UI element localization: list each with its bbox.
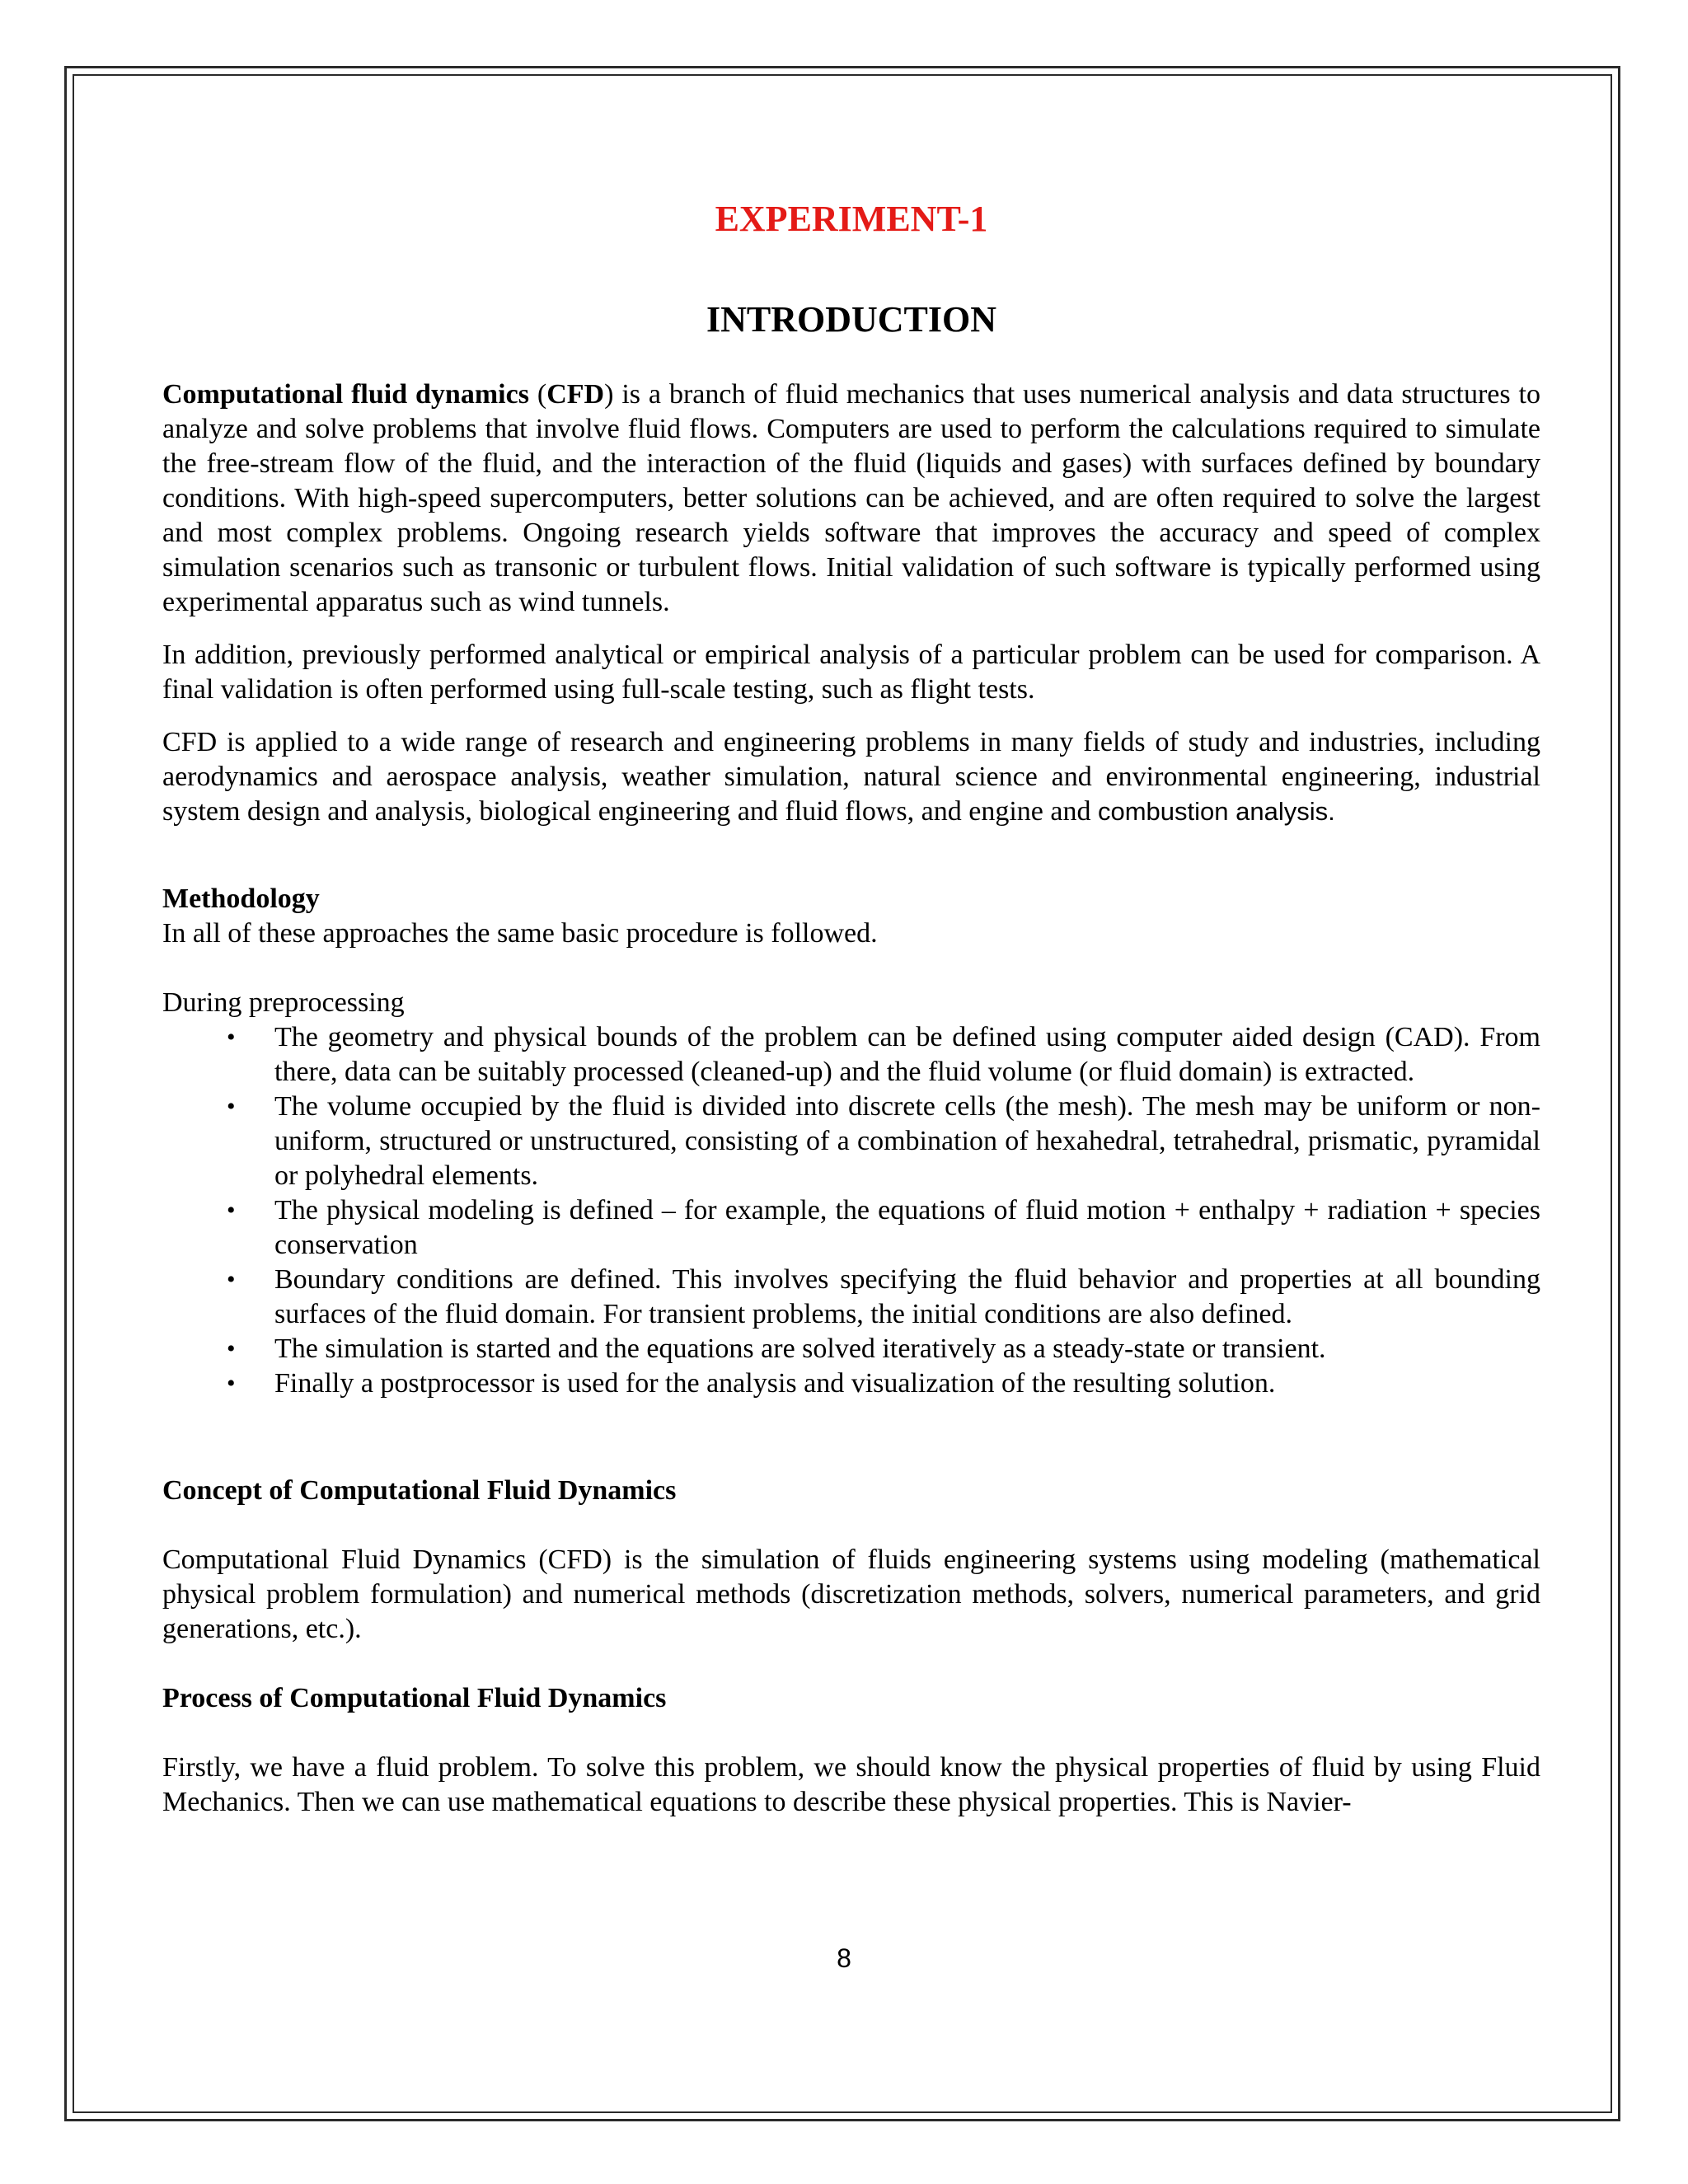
list-item: • The simulation is started and the equations are solved iteratively as a steady-state or transient. xyxy=(162,1332,1540,1366)
preprocessing-list xyxy=(162,1020,1540,1401)
bullet-icon: • xyxy=(227,1093,236,1120)
document-page xyxy=(162,198,1540,1820)
list-item: • Boundary conditions are defined. This involves specifying the fluid behavior and properties at all bounding surfaces of the fluid domain. For transient problems, the initial conditions are also defined. xyxy=(227,1264,1540,1329)
concept-heading: Concept of Computational Fluid Dynamics xyxy=(162,1475,677,1506)
methodology-heading: Methodology xyxy=(162,883,320,914)
bullet-icon: • xyxy=(227,1024,236,1051)
cfd-term: Computational fluid dynamics xyxy=(162,379,529,410)
intro-paragraph-3: CFD is applied to a wide range of research and engineering problems in many fields of study and industries, including aerodynamics and aerospace analysis, weather simulation, natural science and environmental engineering, industrial system design and analysis, biological engineering and fluid flows, and engine and combustion analysis. xyxy=(162,727,1540,827)
cfd-abbr: CFD xyxy=(546,379,605,410)
bullet-icon: • xyxy=(227,1370,236,1397)
bullet-icon: • xyxy=(227,1197,236,1224)
concept-paragraph: Computational Fluid Dynamics (CFD) is the simulation of fluids engineering systems using modeling (mathematical physical problem formulation) and numerical methods (discretization methods, solvers, numerical parameters, and grid generations, etc.). xyxy=(162,1544,1540,1644)
list-item: • The volume occupied by the fluid is divided into discrete cells (the mesh). The mesh may be uniform or non-uniform, structured or unstructured, consisting of a combination of hexahedral, tetrahedral, prismatic, pyramidal or polyhedral elements. xyxy=(227,1091,1540,1191)
intro-paragraph-2: In addition, previously performed analytical or empirical analysis of a particular problem can be used for comparison. A final validation is often performed using full-scale testing, such as flight tests. xyxy=(162,640,1540,705)
process-heading: Process of Computational Fluid Dynamics xyxy=(162,1683,667,1713)
intro-paragraph-1: Computational fluid dynamics (CFD) is a branch of fluid mechanics that uses numerical analysis and data structures to analyze and solve problems that involve fluid flows. Computers are used to perform the calculations required to simulate the free-stream flow of the fluid, and the interaction of the fluid (liquids and gases) with surfaces defined by boundary conditions. With high-speed supercomputers, better solutions can be achieved, and are often required to solve the largest and most complex problems. Ongoing research yields software that improves the accuracy and speed of complex simulation scenarios such as transonic or turbulent flows. Initial validation of such software is typically performed using experimental apparatus such as wind tunnels. xyxy=(162,379,1540,617)
methodology-intro: In all of these approaches the same basic procedure is followed. xyxy=(162,918,878,949)
page-number: 8 xyxy=(837,1943,851,1973)
experiment-title: EXPERIMENT-1 xyxy=(715,199,988,239)
bullet-icon: • xyxy=(227,1335,236,1362)
list-item: • The physical modeling is defined – for example, the equations of fluid motion + enthalpy + radiation + species conservation xyxy=(227,1195,1540,1260)
list-item: • Finally a postprocessor is used for the analysis and visualization of the resulting solution. xyxy=(162,1366,1540,1401)
section-title: INTRODUCTION xyxy=(706,299,997,340)
bullet-icon: • xyxy=(227,1266,236,1293)
list-item: • The geometry and physical bounds of the problem can be defined using computer aided design (CAD). From there, data can be suitably processed (cleaned-up) and the fluid volume (or fluid domain) is extracted. xyxy=(227,1022,1540,1087)
preprocessing-label: During preprocessing xyxy=(162,987,405,1018)
process-paragraph: Firstly, we have a fluid problem. To solve this problem, we should know the physical properties of fluid by using Fluid Mechanics. Then we can use mathematical equations to describe these physical properties. This is Navier- xyxy=(162,1752,1540,1817)
